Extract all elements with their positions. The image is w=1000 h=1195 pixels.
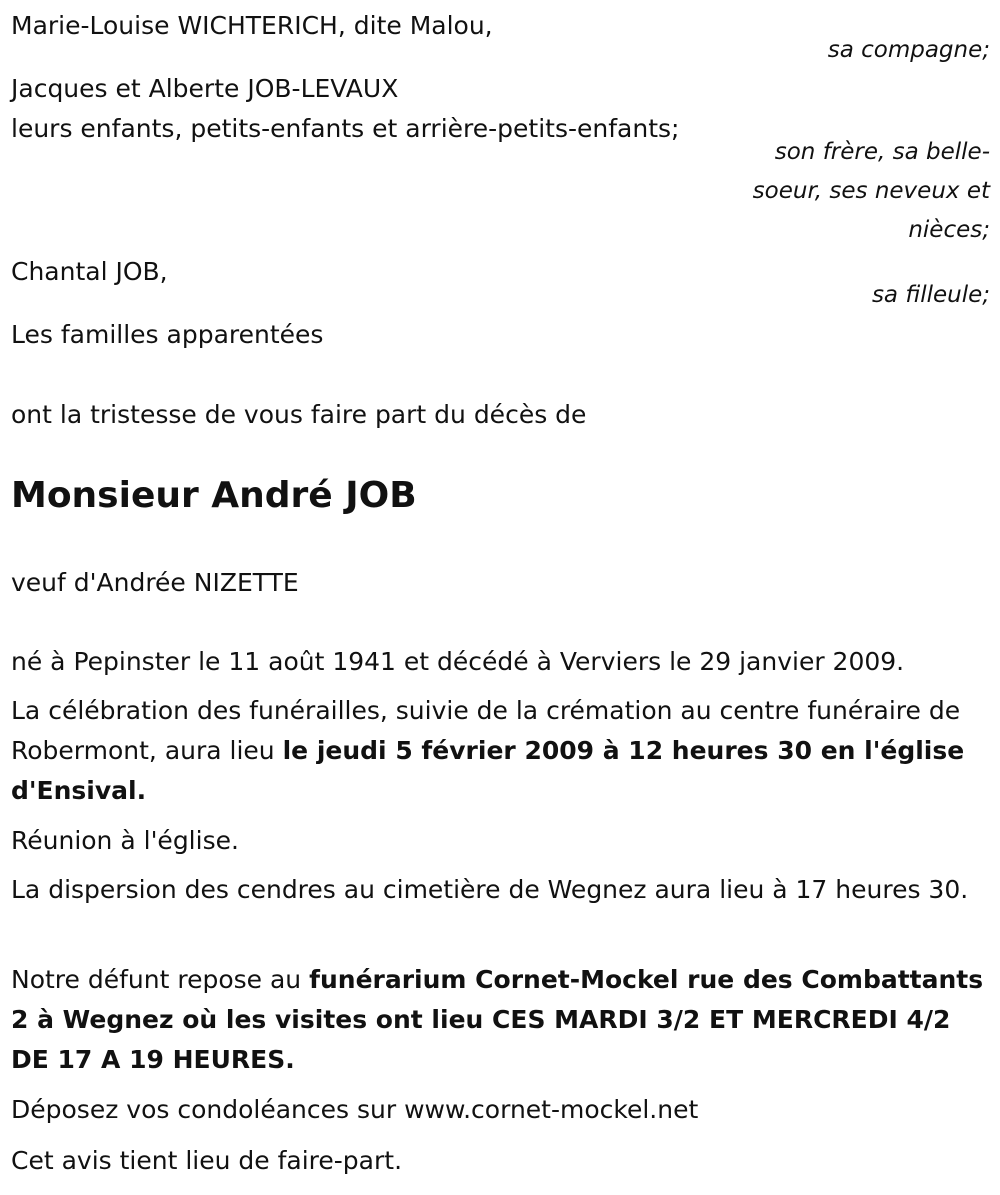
birth-death: né à Pepinster le 11 août 1941 et décédé à Verviers le 29 janvier 2009.: [11, 647, 905, 676]
funeral-date-bold: le jeudi 5 février 2009 à 12 heures 30 en l'église d'Ensival.: [11, 736, 965, 805]
repose-text: Notre défunt repose au: [11, 965, 310, 994]
repose-bold: funérarium Cornet-Mockel rue des Combattants 2 à Wegnez où les visites ont lieu CES MARDI 3/2 ET MERCREDI 4/2 DE 17 A 19 HEURES.: [11, 965, 984, 1074]
repose-paragraph: [11, 960, 986, 1080]
funeral-paragraph: [11, 691, 986, 811]
closing-text: Cet avis tient lieu de faire-part.: [11, 1146, 403, 1175]
family-line-relatives: Les familles apparentées: [11, 320, 324, 349]
family-line-companion: Marie-Louise WICHTERICH, dite Malou,: [11, 11, 493, 40]
family-line-goddaughter: Chantal JOB,: [11, 257, 168, 286]
widow-of: veuf d'Andrée NIZETTE: [11, 568, 299, 597]
role-goddaughter: sa filleule;: [871, 282, 990, 308]
funeral-text: La célébration des funérailles, suivie de la crémation au centre funéraire de Robermont, aura lieu: [11, 696, 961, 765]
role-companion: sa compagne;: [827, 37, 990, 63]
role-brother-2: soeur, ses neveux et: [752, 178, 990, 204]
dispersion-text: La dispersion des cendres au cimetière de Wegnez aura lieu à 17 heures 30.: [11, 875, 969, 904]
meeting-text: Réunion à l'église.: [11, 826, 239, 855]
condolences-text: Déposez vos condoléances sur www.cornet-mockel.net: [11, 1095, 699, 1124]
deceased-name: Monsieur André JOB: [11, 475, 417, 516]
role-brother-1: son frère, sa belle-: [774, 139, 990, 165]
family-line-descendants: leurs enfants, petits-enfants et arrière-petits-enfants;: [11, 114, 680, 143]
announcement-text: ont la tristesse de vous faire part du décès de: [11, 400, 587, 429]
family-line-children: Jacques et Alberte JOB-LEVAUX: [11, 74, 399, 103]
role-brother-3: nièces;: [908, 217, 990, 243]
